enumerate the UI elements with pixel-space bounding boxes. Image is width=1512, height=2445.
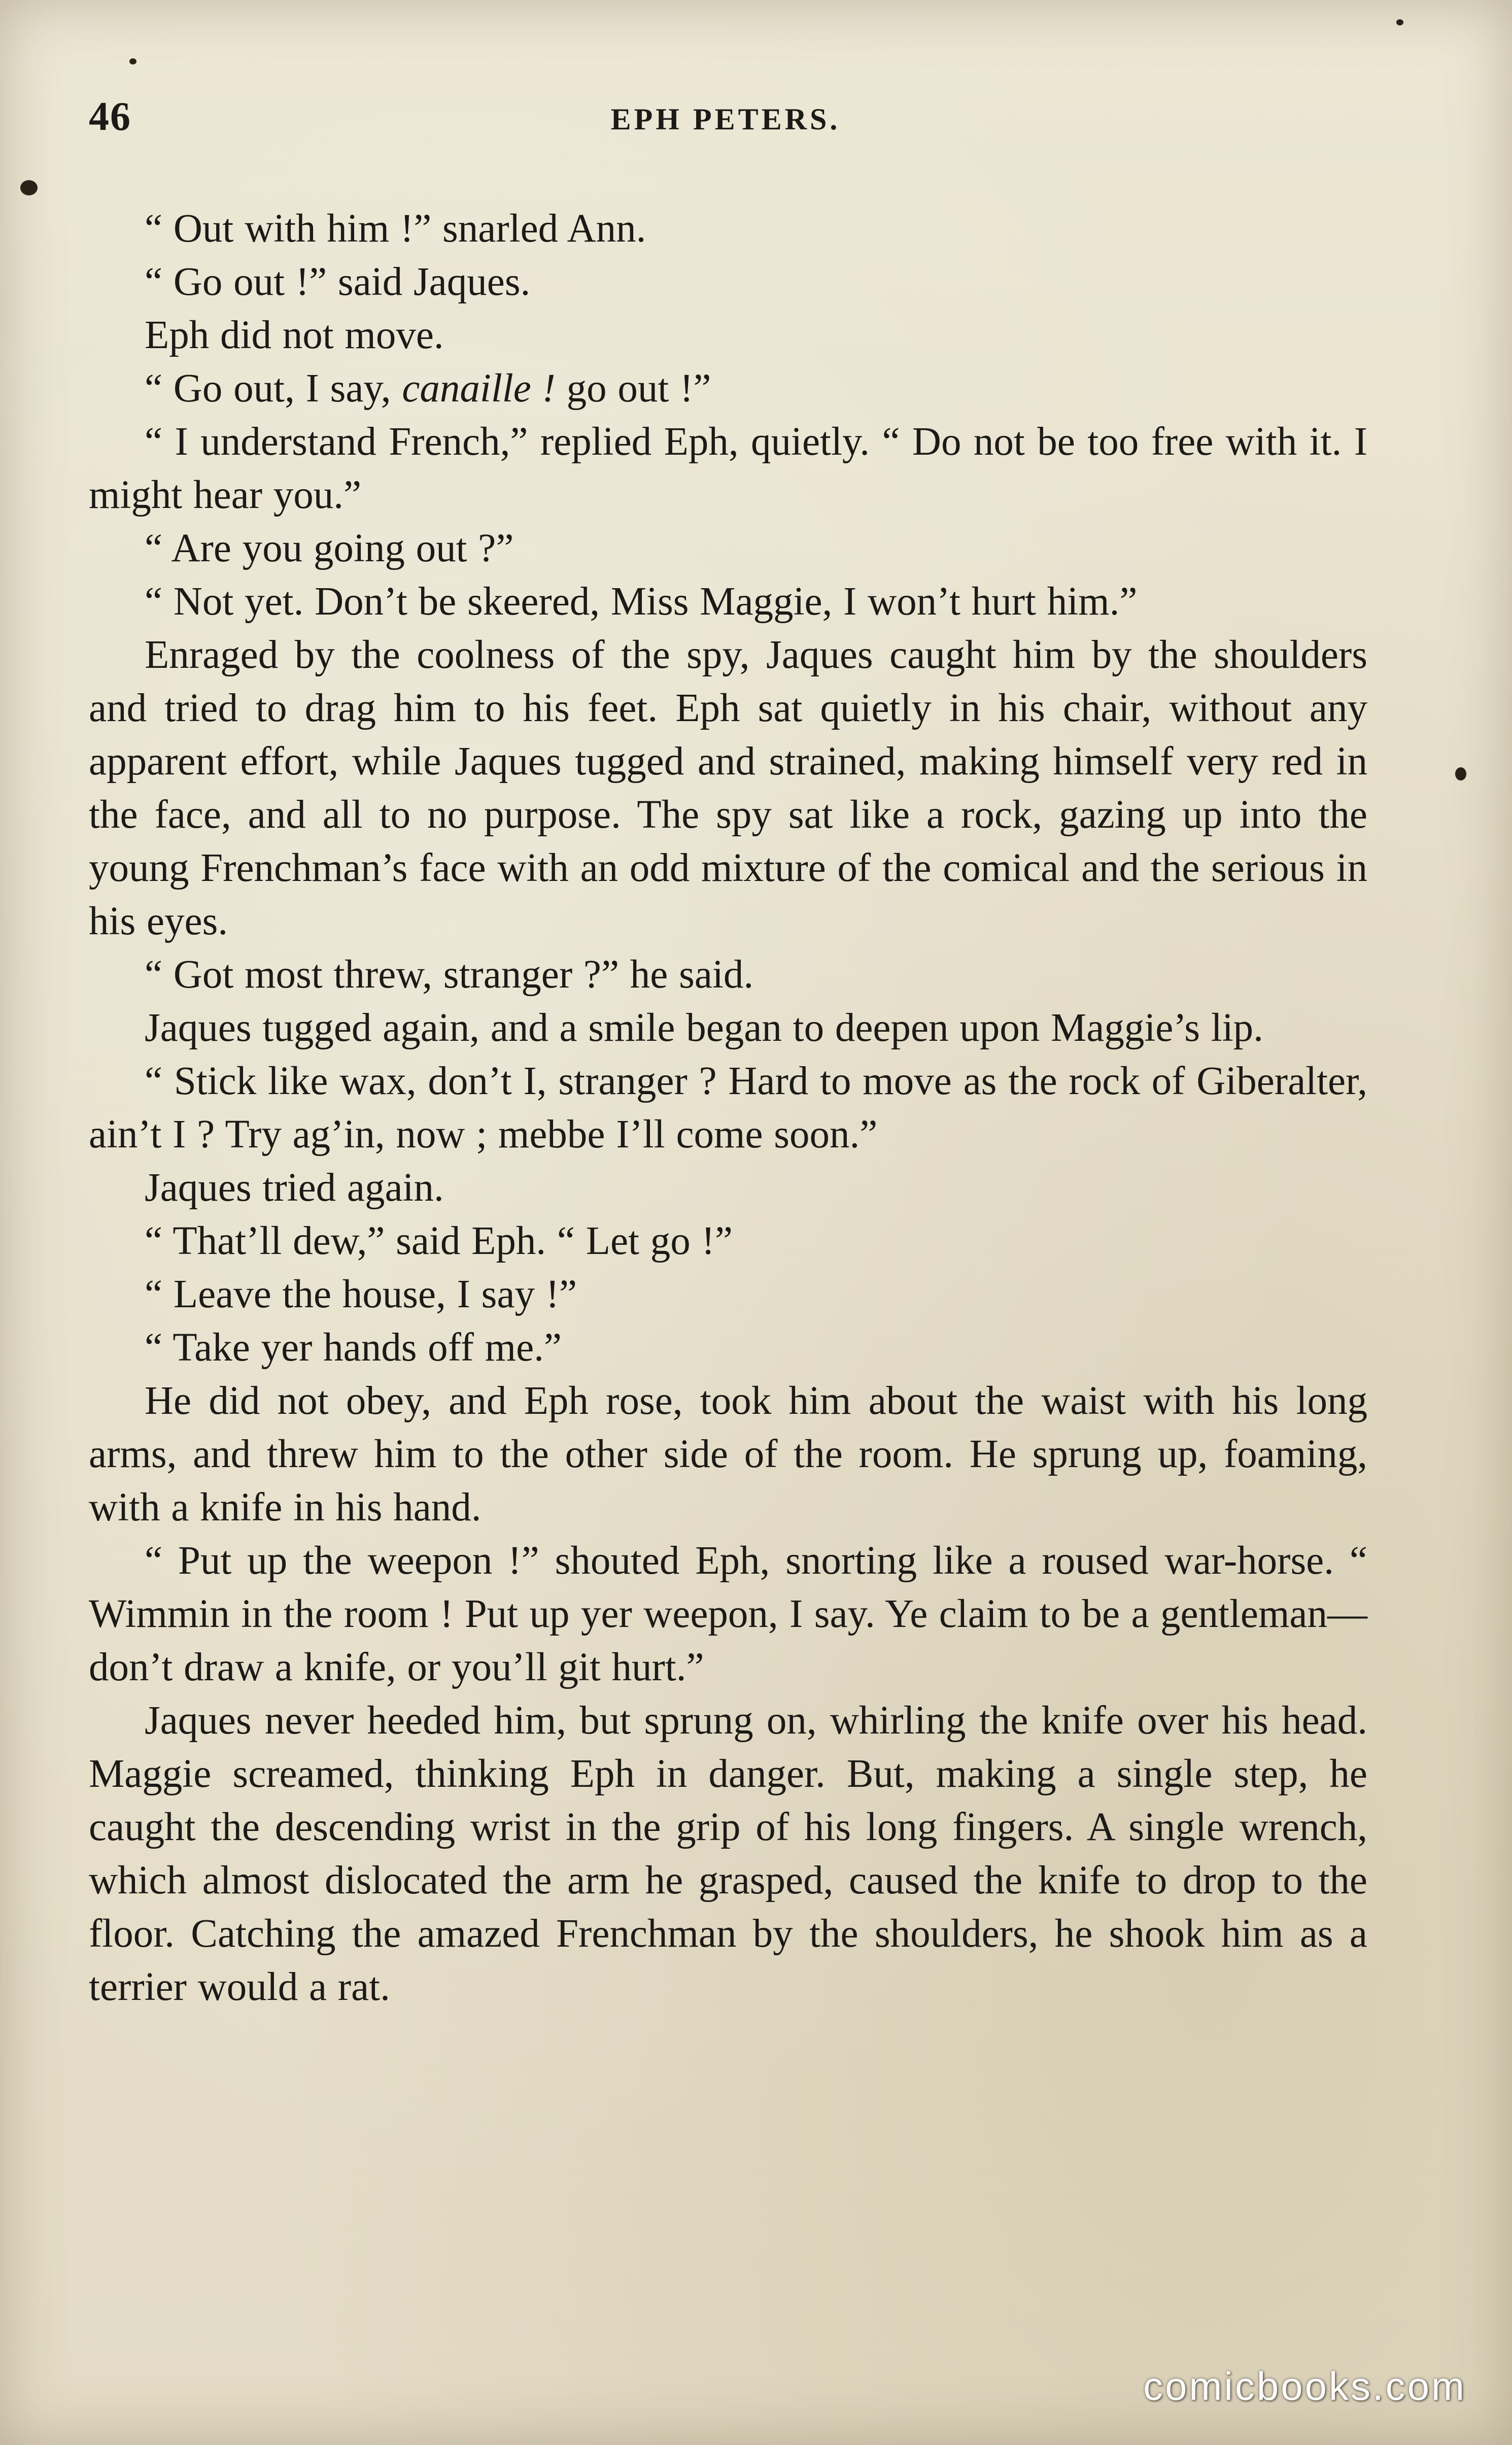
paragraph: “ Out with him !” snarled Ann.	[145, 207, 646, 251]
running-head: EPH PETERS.	[610, 103, 841, 136]
ink-spot	[129, 58, 136, 64]
paragraph: Eph did not move.	[145, 313, 444, 357]
paragraph: “ Are you going out ?”	[145, 526, 514, 570]
paragraph: Jaques tried again.	[145, 1166, 444, 1210]
page-header	[89, 94, 1362, 150]
page-number: 46	[89, 94, 131, 139]
paragraph: Jaques tugged again, and a smile began to deepen upon Maggie’s lip.	[145, 1006, 1263, 1050]
paragraph: He did not obey, and Eph rose, took him about the waist with his long arms, and threw him to the other side of the room. He sprung up, foaming, with a knife in his hand.	[89, 1379, 1367, 1530]
ink-spot	[20, 180, 38, 195]
paragraph: Jaques never heeded him, but sprung on, whirling the knife over his head. Maggie screamed, thinking Eph in danger. But, making a single step, he caught the descending wrist in the grip of his long fingers. A single wrench, which almost dislocated the arm he grasped, caused the knife to drop to the floor. Catching the amazed Frenchman by the shoulders, he shook him as a terrier would a rat.	[89, 1699, 1367, 2009]
paragraph: “ Got most threw, stranger ?” he said.	[145, 953, 754, 997]
paragraph: “ Put up the weepon !” shouted Eph, snorting like a roused war-horse. “ Wimmin in the room ! Put up yer weepon, I say. Ye claim to be a gentleman—don’t draw a knife, or you’ll git hurt.”	[89, 1539, 1367, 1689]
paragraph: “ Stick like wax, don’t I, stranger ? Hard to move as the rock of Giberalter, ain’t I ? Try ag’in, now ; mebbe I’ll come soon.”	[89, 1059, 1367, 1157]
ink-spot	[1396, 19, 1403, 25]
paragraph: Enraged by the coolness of the spy, Jaques caught him by the shoulders and tried to drag him to his feet. Eph sat quietly in his chair, without any apparent effort, while Jaques tugged and strained, making himself very red in the face, and all to no purpose. The spy sat like a rock, gazing up into the young Frenchman’s face with an odd mixture of the comical and the serious in his eyes.	[89, 633, 1367, 943]
paragraph: “ I understand French,” replied Eph, quietly. “ Do not be too free with it. I might hear you.”	[89, 420, 1367, 517]
paragraph: “ Not yet. Don’t be skeered, Miss Maggie, I won’t hurt him.”	[145, 580, 1138, 624]
paragraph: “ Leave the house, I say !”	[145, 1272, 577, 1316]
watermark: comicbooks.com	[1143, 2364, 1466, 2408]
paragraph: “ Go out, I say, canaille ! go out !”	[145, 366, 711, 411]
italic-word: canaille !	[402, 366, 556, 411]
ink-spot	[1455, 767, 1466, 780]
paragraph: “ Take yer hands off me.”	[145, 1326, 562, 1370]
paragraph: “ That’ll dew,” said Eph. “ Let go !”	[145, 1219, 733, 1263]
body-text	[89, 202, 1367, 2014]
paragraph: “ Go out !” said Jaques.	[145, 260, 531, 304]
